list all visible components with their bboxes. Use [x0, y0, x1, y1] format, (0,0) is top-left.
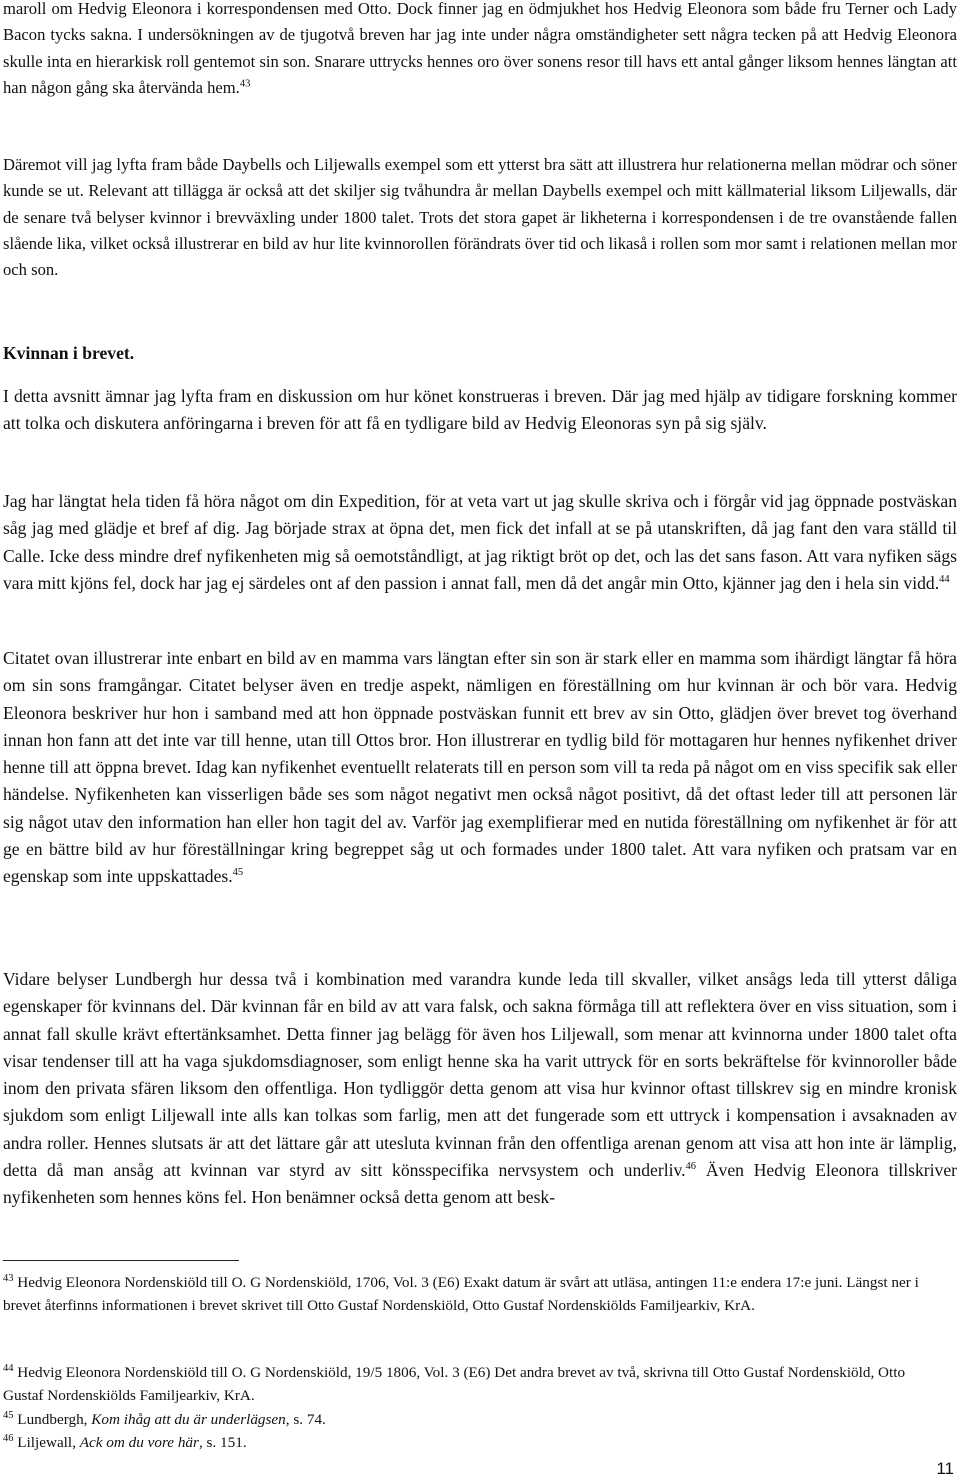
footnote-46-number: 46	[3, 1432, 14, 1444]
footnote-45	[3, 1409, 938, 1432]
paragraph-1	[3, 0, 957, 101]
footnote-45-author: Lundbergh,	[17, 1411, 92, 1428]
footnote-43-text: Hedvig Eleonora Nordenskiöld till O. G Nordenskiöld, 1706, Vol. 3 (E6) Exakt datum är svårt att utläsa, antingen 11:e endera 17:e juni. Längst ner i brevet återfinns informationen i brevet skrivet till Otto Gustaf Nordenskiöld, Otto Gustaf Nordenskiölds Familjearkiv, KrA.	[3, 1274, 919, 1314]
paragraph-4	[3, 645, 957, 891]
footnote-45-title: Kom ihåg att du är underlägsen	[91, 1411, 286, 1428]
footnote-ref-44[interactable]: 44	[939, 574, 950, 586]
paragraph-5-text: Vidare belyser Lundbergh hur dessa två i kombination med varandra kunde leda till skvaller, vilket ansågs leda till ytterst dåliga egenskaper för kvinnans del. Där kvinnan får en bild av att vara falsk, och sakna förmåga till att reflektera över en viss situation, som i annat fall skulle krävt eftertänksamhet. Detta finner jag belägg för även hos Liljewall, som menar att kvinnorna under 1800 talet ofta visar tendenser till att ha vaga sjukdomsdiagnoser, som enligt henne ska ha varit uttryck för en sorts bekräftelse för kvinnoroller både inom den privata sfären liksom den offentliga. Hon tydliggör detta genom att visa hur kvinnor oftast tillskrev sig en mindre kronisk sjukdom som enligt Liljewall inte alls kan tolkas som farlig, men att det fungerade som ett uttryck i kompensation i avsaknaden av andra roller. Hennes slutsats är att det lättare går att utesluta kvinnan från den offentliga arenan genom att visa att hon inte är lämplig, detta då man ansåg att kvinnan var styrd av sitt könsspecifika nervsystem och underliv.	[3, 969, 957, 1181]
paragraph-5	[3, 966, 957, 1212]
footnote-46	[3, 1432, 938, 1455]
paragraph-4-text: Citatet ovan illustrerar inte enbart en bild av en mamma vars längtan efter sin son är stark eller en mamma som ihärdigt längtar få höra om sin sons framgångar. Citatet belyser även en tredje aspekt, nämligen en föreställning om hur kvinnan är och bör vara. Hedvig Eleonora beskriver hur hon i samband med att hon öppnade postväskan funnit ett brev av sin Otto, glädjen över brevet tog överhand innan hon fann att det inte var till henne, utan till Ottos bror. Hon illustrerar en tydlig bild för mottagaren hur hennes nyfikenhet driver henne till att öppna brevet. Idag kan nyfikenhet eventuellt relaterats till en person som vill ta reda på något om en viss specifik sak eller händelse. Nyfikenheten kan visserligen både ses som något negativt men också något positivt, då det oftast leder till att personen lär sig något utav den information han eller hon tagit del av. Varför jag exemplifierar med en nutida föreställning om nyfikenhet är för att ge en bättre bild av hur föreställningar kring begreppet såg ut och formades under 1800 talet. Att vara nyfiken och pratsam var en egenskap som inte uppskattades.	[3, 648, 957, 887]
footnote-ref-43[interactable]: 43	[239, 78, 251, 90]
footnote-46-title: Ack om du vore här	[79, 1434, 199, 1451]
footnote-45-page: , s. 74.	[285, 1411, 326, 1428]
footnote-44-number: 44	[3, 1362, 14, 1374]
footnote-43	[3, 1272, 938, 1317]
footnote-43-number: 43	[3, 1272, 14, 1284]
footnote-ref-46[interactable]: 46	[685, 1161, 697, 1173]
footnote-44-text: Hedvig Eleonora Nordenskiöld till O. G Nordenskiöld, 19/5 1806, Vol. 3 (E6) Det andra brevet av två, skrivna till Otto Gustaf Nordenskiöld, Otto Gustaf Nordenskiölds Familjearkiv, KrA.	[3, 1364, 906, 1404]
paragraph-1-text: maroll om Hedvig Eleonora i korrespondensen med Otto. Dock finner jag en ödmjukhet hos Hedvig Eleonora som både fru Terner och Lady Bacon tycks sakna. I undersökningen av de tjugotvå breven har jag inte under några omständigheter sett några tecken på att Hedvig Eleonora skulle inta en hierarkisk roll gentemot sin son. Snarare uttrycks hennes oro över sonens resor till havs ett antal gånger liksom hennes längtan att han någon gång ska återvända hem.	[3, 0, 957, 97]
footnote-ref-45[interactable]: 45	[232, 867, 244, 879]
footnote-44	[3, 1362, 938, 1407]
paragraph-2: Däremot vill jag lyfta fram både Daybells och Liljewalls exempel som ett ytterst bra sätt att illustrera hur relationerna mellan mödrar och söner kunde se ut. Relevant att tillägga är också att det skiljer sig tvåhundra år mellan Daybells exempel och mitt källmaterial liksom Liljewalls, där de senare två belyser kvinnor i brevväxling under 1800 talet. Trots det stora gapet är likheterna i korrespondensen i de tre ovanstående fallen slående lika, vilket också illustrerar en bild av hur lite kvinnorollen förändrats över tid och likaså i rollen som mor samt i relationen mellan mor och son.	[3, 155, 957, 280]
footnote-46-page: , s. 151.	[198, 1434, 247, 1451]
section-heading: Kvinnan i brevet.	[3, 343, 135, 363]
paragraph-5-tail: Även Hedvig Eleonora tillskriver nyfikenheten som hennes köns fel. Hon benämner också detta genom att besk-	[3, 1160, 957, 1208]
footnote-46-author: Liljewall,	[17, 1434, 80, 1451]
block-quote-text: Jag har längtat hela tiden få höra något om din Expedition, för at veta vart ut jag skulle skriva och i förgår vid jag öppnade postväskan såg jag med glädje et bref af dig. Jag började strax at öpna det, men fick det infall at se på utanskriften, då jag fant den vara ställd til Calle. Icke dess mindre dref nyfikenheten mig så oemotståndligt, at jag riktigt bröt op det, och las det sans fason. Att vara nyfiken sägs vara mitt kjöns fel, dock har jag ej särdeles ont af den passion i annat fall, men då det angår min Otto, kjänner jag den i hela sin vidd.	[3, 491, 957, 593]
page-number: 11	[936, 1459, 954, 1478]
footnote-divider	[3, 1260, 239, 1261]
paragraph-3: I detta avsnitt ämnar jag lyfta fram en diskussion om hur könet konstrueras i breven. Där jag med hjälp av tidigare forskning kommer att tolka och diskutera anföringarna i breven för att få en tydligare bild av Hedvig Eleonoras syn på sig själv.	[3, 386, 957, 434]
footnote-45-number: 45	[3, 1409, 14, 1421]
block-quote	[3, 488, 957, 597]
